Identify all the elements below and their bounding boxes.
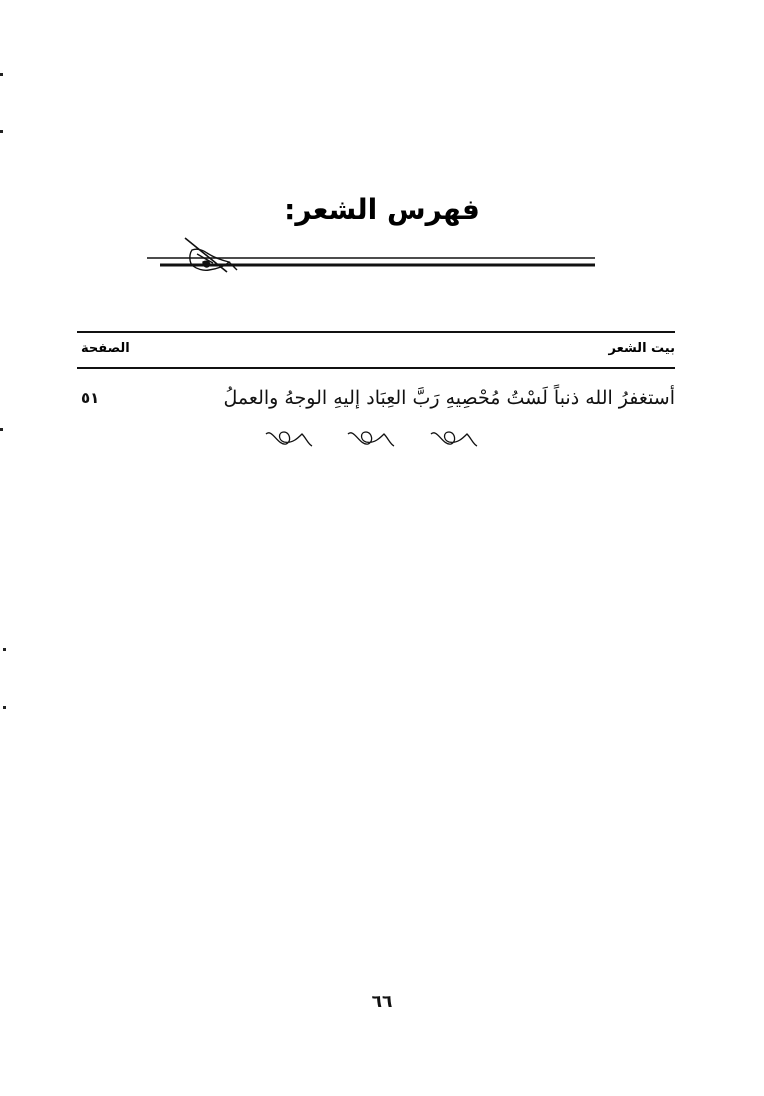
scan-artifact <box>3 706 6 709</box>
table-top-rule <box>77 331 675 333</box>
column-header-verse: بيت الشعر <box>608 341 675 356</box>
scan-artifact <box>0 130 3 133</box>
swirl-divider-icon <box>262 424 484 454</box>
table-row <box>77 387 675 417</box>
table-header-rule <box>77 367 675 369</box>
scan-artifact <box>0 73 3 76</box>
column-header-page: الصفحة <box>81 341 130 356</box>
scan-artifact <box>3 648 6 651</box>
page-reference: ٥١ <box>81 389 100 407</box>
page-number: ٦٦ <box>371 992 393 1012</box>
pen-writing-icon <box>185 238 237 272</box>
scan-artifact <box>0 428 3 431</box>
page-title: فهرس الشعر: <box>284 193 480 226</box>
verse-text: أستغفرُ الله ذنباً لَسْتُ مُحْصِيهِ رَبَّ العِبَاد إليهِ الوجهُ والعملُ <box>223 387 675 409</box>
pen-rule-ornament <box>145 236 600 276</box>
